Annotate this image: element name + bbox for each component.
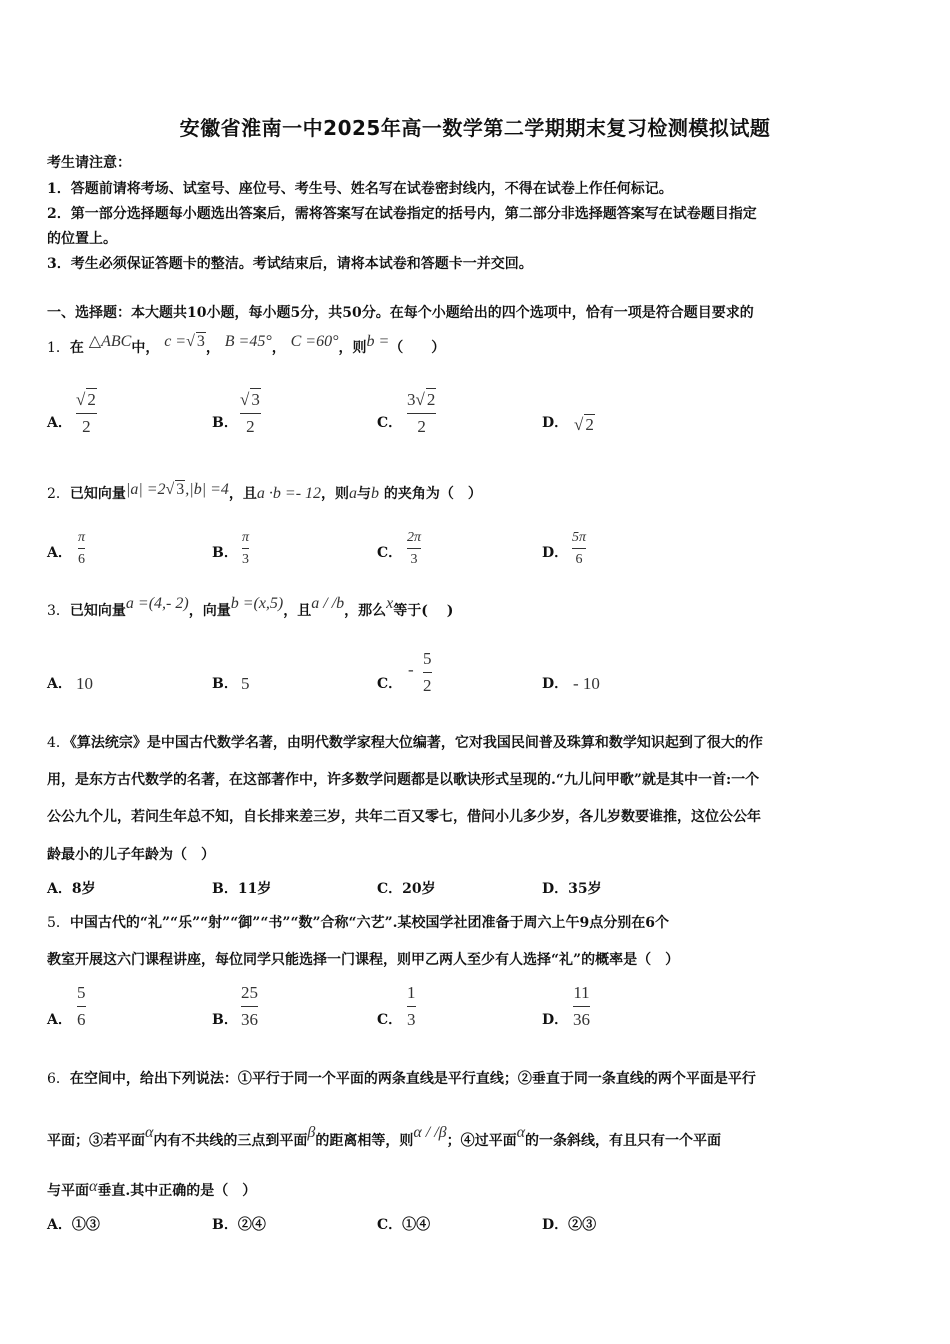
question-5-line-2: 教室开展这六门课程讲座，每位同学只能选择一门课程，则甲乙两人至少有人选择“礼”的概率是（ ）	[47, 952, 680, 968]
q3-option-b-value: 5	[241, 674, 250, 693]
notice-item-2-cont: 的位置上。	[47, 231, 117, 247]
q2-option-d-label: D．	[542, 545, 569, 561]
q2-option-a-value: π 6	[78, 530, 86, 567]
question-5-line-1: 5．中国古代的“礼”“乐”“射”“御”“书”“数”合称“六艺”.某校国学社团准备于周六上午9点分别在6个	[47, 915, 670, 931]
q4-option-d: D．35岁	[542, 881, 602, 897]
q4-option-b: B．11岁	[212, 881, 272, 897]
q5-option-c-label: C．	[377, 1012, 403, 1028]
q1-option-a-label: A．	[47, 415, 72, 431]
question-3-stem: 3．已知向量a =(4,- 2)，向量b =(x,5)，且a / /b，那么x等于( )	[47, 595, 454, 619]
notice-item-3: 3．考生必须保证答题卡的整洁。考试结束后，请将本试卷和答题卡一并交回。	[47, 256, 533, 272]
q6-option-b: B．②④	[212, 1217, 266, 1233]
triangle-abc: △ABC	[88, 333, 132, 350]
q1-option-b-value: √ 3 2	[240, 390, 260, 436]
q1-option-a-value: √ 2 2	[76, 390, 96, 436]
q5-option-a-label: A．	[47, 1012, 72, 1028]
q5-option-a-value: 5 6	[77, 983, 86, 1029]
q3-option-c-label: C．	[377, 676, 403, 692]
q5-option-c-value: 1 3	[407, 983, 416, 1029]
question-number: 1．	[47, 340, 70, 356]
question-2-stem: 2．已知向量|a| =2√ 3,|b| =4，且a ·b =- 12，则a与b 的夹角为（ ）	[47, 481, 482, 502]
question-4-line-4: 龄最小的儿子年龄为（ ）	[47, 847, 215, 863]
q2-option-d-value: 5π 6	[572, 530, 587, 567]
q1-option-d-label: D．	[542, 415, 569, 431]
question-1-stem: 1．在 △ABC中， c =√ 3， B =45°， C =60°，则b =（ ）	[47, 333, 446, 356]
question-4-line-1: 4．《算法统宗》是中国古代数学名著，由明代数学家程大位编著，它对我国民间普及珠算和数学知识起到了很大的作	[47, 735, 763, 751]
q3-option-c-value: 5 2	[423, 649, 432, 695]
q2-option-b-value: π 3	[242, 530, 250, 567]
question-6-line-2: 平面；③若平面α内有不共线的三点到平面β的距离相等，则α / /β；④过平面α的一条斜线，有且只有一个平面	[47, 1124, 722, 1149]
q4-option-a: A．8岁	[47, 881, 96, 897]
q6-option-c: C．①④	[377, 1217, 431, 1233]
q1-option-d-value: √ 2	[574, 415, 594, 434]
q2-option-c-label: C．	[377, 545, 403, 561]
q2-option-a-label: A．	[47, 545, 72, 561]
q6-option-d: D．②③	[542, 1217, 597, 1233]
q5-option-d-label: D．	[542, 1012, 569, 1028]
q5-option-b-value: 25 36	[241, 983, 258, 1029]
q1-option-b-label: B．	[212, 415, 238, 431]
q1-option-c-label: C．	[377, 415, 403, 431]
notice-item-1: 1．答题前请将考场、试室号、座位号、考生号、姓名写在试卷密封线内，不得在试卷上作任何标记。	[47, 181, 673, 197]
section-heading: 一、选择题：本大题共10小题，每小题5分，共50分。在每个小题给出的四个选项中，恰有一项是符合题目要求的	[47, 305, 754, 321]
question-4-line-2: 用，是东方古代数学的名著，在这部著作中，许多数学问题都是以歌诀形式呈现的.“九儿问甲歌”就是其中一首:一个	[47, 772, 760, 788]
q3-option-a-label: A．	[47, 676, 72, 692]
q3-option-d-value: - 10	[573, 674, 600, 693]
q3-option-a-value: 10	[76, 674, 93, 693]
notice-heading: 考生请注意：	[47, 155, 131, 171]
question-6-line-3: 与平面α垂直.其中正确的是（ ）	[47, 1178, 257, 1199]
q4-option-c: C．20岁	[377, 881, 436, 897]
q2-option-b-label: B．	[212, 545, 238, 561]
q3-option-c-sign: -	[408, 660, 414, 679]
q3-option-d-label: D．	[542, 676, 569, 692]
question-4-line-3: 公公九个儿，若问生年总不知，自长排来差三岁，共年二百又零七，借问小儿多少岁，各儿岁数要谁推，这位公公年	[47, 809, 761, 825]
q5-option-b-label: B．	[212, 1012, 238, 1028]
q3-option-b-label: B．	[212, 676, 238, 692]
q6-option-a: A．①③	[47, 1217, 100, 1233]
q2-option-c-value: 2π 3	[407, 530, 422, 567]
page-title: 安徽省淮南一中2025年高一数学第二学期期末复习检测模拟试题	[179, 116, 771, 140]
q1-option-c-value: 3√ 2 2	[407, 390, 436, 436]
notice-item-2: 2．第一部分选择题每小题选出答案后，需将答案写在试卷指定的括号内，第二部分非选择题答案写在试卷题目指定	[47, 206, 757, 222]
question-6-line-1: 6．在空间中，给出下列说法：①平行于同一个平面的两条直线是平行直线；②垂直于同一条直线的两个平面是平行	[47, 1071, 756, 1087]
q5-option-d-value: 11 36	[573, 983, 590, 1029]
